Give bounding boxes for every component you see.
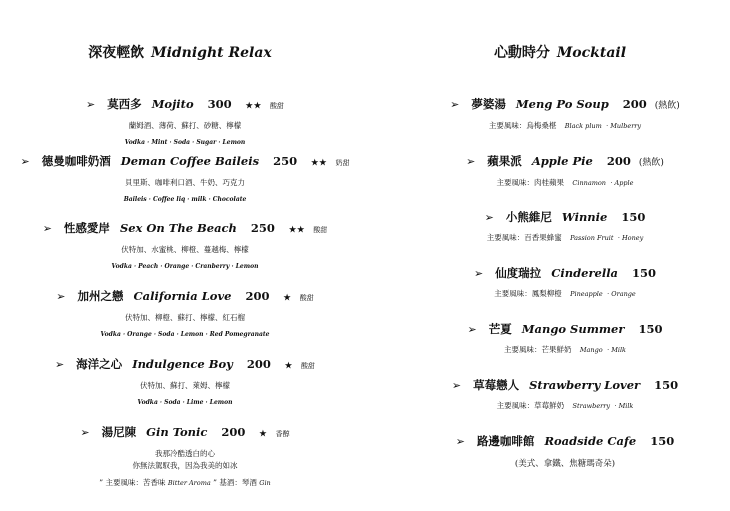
- arrow-right-icon: ➢: [451, 379, 462, 392]
- item-price: 250: [250, 221, 275, 235]
- item-price: 150: [654, 378, 679, 392]
- item-name-en: Mango Summer: [521, 322, 625, 336]
- item-flavor: [400, 177, 730, 189]
- flavor-en-1: Cinnamon: [572, 179, 606, 187]
- flavor-en-1: Black plum: [564, 122, 602, 130]
- item-price: 150: [638, 322, 663, 336]
- item-ingredients-en: Baileis · Coffee liq · milk · Chocolate: [123, 196, 247, 203]
- item-name-zh: 加州之戀: [77, 289, 124, 303]
- item-flavor: [400, 344, 730, 356]
- strength-stars: ★: [259, 428, 268, 438]
- item-name-en: Roadside Cafe: [544, 434, 637, 448]
- item-name-zh: 性感愛岸: [63, 221, 110, 235]
- item-price: 250: [273, 154, 298, 168]
- heading-en: Midnight Relax: [151, 45, 272, 61]
- menu-item: [400, 153, 730, 189]
- heading-en: Mocktail: [556, 45, 627, 61]
- flavor-label: 主要風味：芒果鮮奶: [504, 345, 572, 354]
- item-ingredients-zh: 貝里斯、咖啡利口酒、牛奶、巧克力: [125, 178, 245, 187]
- item-name-en: California Love: [133, 289, 232, 303]
- arrow-right-icon: ➢: [467, 323, 477, 336]
- flavor-label: 主要風味：肉桂蘋果: [496, 178, 565, 187]
- flavor-en-2: · Honey: [617, 234, 644, 242]
- item-flavor-footer: [0, 477, 370, 489]
- item-price: 200: [606, 154, 631, 168]
- item-name-en: Strawberry Lover: [529, 378, 641, 392]
- open-quote: ”: [99, 478, 104, 487]
- item-poem-line-1: 我那冷酷透白的心: [155, 449, 215, 458]
- item-note: (熱飲): [638, 158, 664, 168]
- item-name-zh: 芒夏: [488, 322, 512, 336]
- arrow-right-icon: ➢: [42, 222, 52, 235]
- midnight-relax-heading: [0, 42, 370, 62]
- flavor-en-2: · Milk: [614, 402, 634, 410]
- item-price: 150: [632, 266, 657, 280]
- flavor-en-1: Passion Fruit: [570, 234, 614, 242]
- flavor-tag: 酸甜: [299, 294, 314, 302]
- item-name-zh: 夢婆湯: [471, 97, 506, 111]
- item-name-zh: 蘋果派: [487, 154, 522, 168]
- heading-zh: 深夜輕飲: [88, 45, 145, 61]
- menu-item: [400, 265, 730, 300]
- item-ingredients-en: Vodka · Orange · Soda · Lemon · Red Pomegranate: [100, 331, 270, 338]
- base-spirit-label: 基酒：琴酒: [219, 478, 257, 487]
- menu-item: [400, 321, 730, 356]
- flavor-en-1: Mango: [579, 346, 603, 354]
- flavor-tag: 奶甜: [335, 159, 350, 167]
- item-price: 300: [207, 97, 232, 111]
- item-price: 200: [221, 425, 246, 439]
- flavor-label: 主要風味：百香果蜂蜜: [486, 233, 562, 242]
- item-price: 200: [246, 357, 271, 371]
- arrow-right-icon: ➢: [466, 155, 476, 168]
- item-ingredients-en: Vodka · Peach · Orange · Cranberry · Lemon: [111, 263, 259, 270]
- strength-stars: ★: [283, 292, 292, 302]
- item-flavor: [400, 232, 730, 244]
- strength-stars: ★: [284, 360, 294, 370]
- item-name-en: Gin Tonic: [146, 425, 208, 439]
- flavor-label: (美式、拿鐵、焦糖瑪奇朵): [514, 459, 616, 469]
- item-name-en: Sex On The Beach: [119, 221, 237, 235]
- item-price: 200: [245, 289, 270, 303]
- mocktail-heading: [400, 42, 730, 62]
- item-name-zh: 小熊維尼: [505, 210, 552, 224]
- flavor-en-2: · Mulberry: [606, 122, 642, 130]
- item-name-zh: 仙度瑞拉: [495, 266, 542, 280]
- item-name-en: Meng Po Soup: [515, 97, 609, 111]
- menu-item: [0, 96, 370, 148]
- flavor-en-1: Pineapple: [570, 290, 603, 298]
- item-flavor: [400, 400, 730, 412]
- flavor-en: Bitter Aroma: [167, 479, 211, 487]
- menu-item: [400, 433, 730, 470]
- item-name-en: Deman Coffee Baileis: [120, 154, 260, 168]
- arrow-right-icon: ➢: [54, 358, 65, 371]
- strength-stars: ★★: [311, 157, 328, 167]
- flavor-label: 主要風味：苦香味: [105, 478, 166, 487]
- item-name-en: Winnie: [561, 210, 608, 224]
- item-price: 150: [650, 434, 675, 448]
- menu-item: [400, 96, 730, 132]
- item-price: 150: [621, 210, 646, 224]
- item-ingredients-zh: 伏特加、水蜜桃、柳橙、蔓越梅、檸檬: [121, 245, 249, 254]
- item-name-en: Apple Pie: [531, 154, 593, 168]
- flavor-label: 主要風味：鳳梨柳橙: [494, 289, 562, 298]
- flavor-en-2: · Apple: [610, 179, 634, 187]
- item-name-zh: 莫西多: [107, 97, 142, 111]
- menu-item: [0, 153, 370, 205]
- flavor-en-2: · Orange: [607, 290, 636, 298]
- base-spirit-en: Gin: [259, 479, 271, 487]
- flavor-en-1: Strawberry: [572, 402, 611, 410]
- menu-item: [400, 377, 730, 412]
- item-name-en: Indulgence Boy: [132, 357, 233, 371]
- item-ingredients-en: Vodka · Mint · Soda · Sugar · Lemon: [124, 139, 246, 146]
- item-flavor: [400, 458, 730, 470]
- item-price: 200: [622, 97, 647, 111]
- item-ingredients-en: Vodka · Soda · Lime · Lemon: [137, 399, 233, 406]
- item-note: (熱飲): [654, 101, 680, 111]
- item-ingredients-zh: 蘭姆酒、薄荷、蘇打、砂糖、檸檬: [128, 121, 242, 130]
- flavor-tag: 酸甜: [301, 362, 316, 370]
- item-name-zh: 草莓戀人: [473, 378, 520, 392]
- item-flavor: [400, 288, 730, 300]
- item-flavor: [400, 120, 730, 132]
- item-ingredients-zh: 伏特加、柳橙、蘇打、檸檬、紅石榴: [125, 313, 245, 322]
- strength-stars: ★★: [288, 224, 306, 234]
- flavor-label: 主要風味：烏梅桑椹: [488, 121, 557, 130]
- flavor-tag: 酸甜: [313, 226, 328, 234]
- menu-item: [0, 288, 370, 340]
- arrow-right-icon: ➢: [455, 435, 465, 448]
- item-name-en: Cinderella: [551, 266, 619, 280]
- close-quote: ”: [213, 478, 217, 487]
- item-name-zh: 路邊咖啡館: [476, 434, 535, 448]
- menu-item: [0, 356, 370, 408]
- item-name-zh: 德曼咖啡奶酒: [41, 154, 111, 168]
- item-name-en: Mojito: [151, 97, 194, 111]
- flavor-tag: 香醇: [275, 430, 290, 438]
- flavor-en-2: · Milk: [607, 346, 626, 354]
- menu-item: [0, 220, 370, 272]
- heading-zh: 心動時分: [493, 45, 550, 61]
- item-poem-line-2: 你無法駕馭我，因為我美的如冰: [132, 461, 238, 470]
- arrow-right-icon: ➢: [80, 426, 90, 439]
- arrow-right-icon: ➢: [20, 155, 30, 168]
- arrow-right-icon: ➢: [484, 211, 494, 224]
- arrow-right-icon: ➢: [56, 290, 66, 303]
- arrow-right-icon: ➢: [450, 98, 460, 111]
- arrow-right-icon: ➢: [85, 98, 96, 111]
- flavor-tag: 酸甜: [270, 102, 285, 110]
- arrow-right-icon: ➢: [473, 267, 484, 280]
- strength-stars: ★★: [245, 100, 263, 110]
- item-name-zh: 海洋之心: [76, 357, 123, 371]
- menu-item: [0, 424, 370, 489]
- flavor-label: 主要風味：草莓鮮奶: [496, 401, 565, 410]
- item-ingredients-zh: 伏特加、蘇打、萊姆、檸檬: [140, 381, 230, 390]
- item-name-zh: 湯尼陳: [101, 425, 137, 439]
- menu-item: [400, 209, 730, 244]
